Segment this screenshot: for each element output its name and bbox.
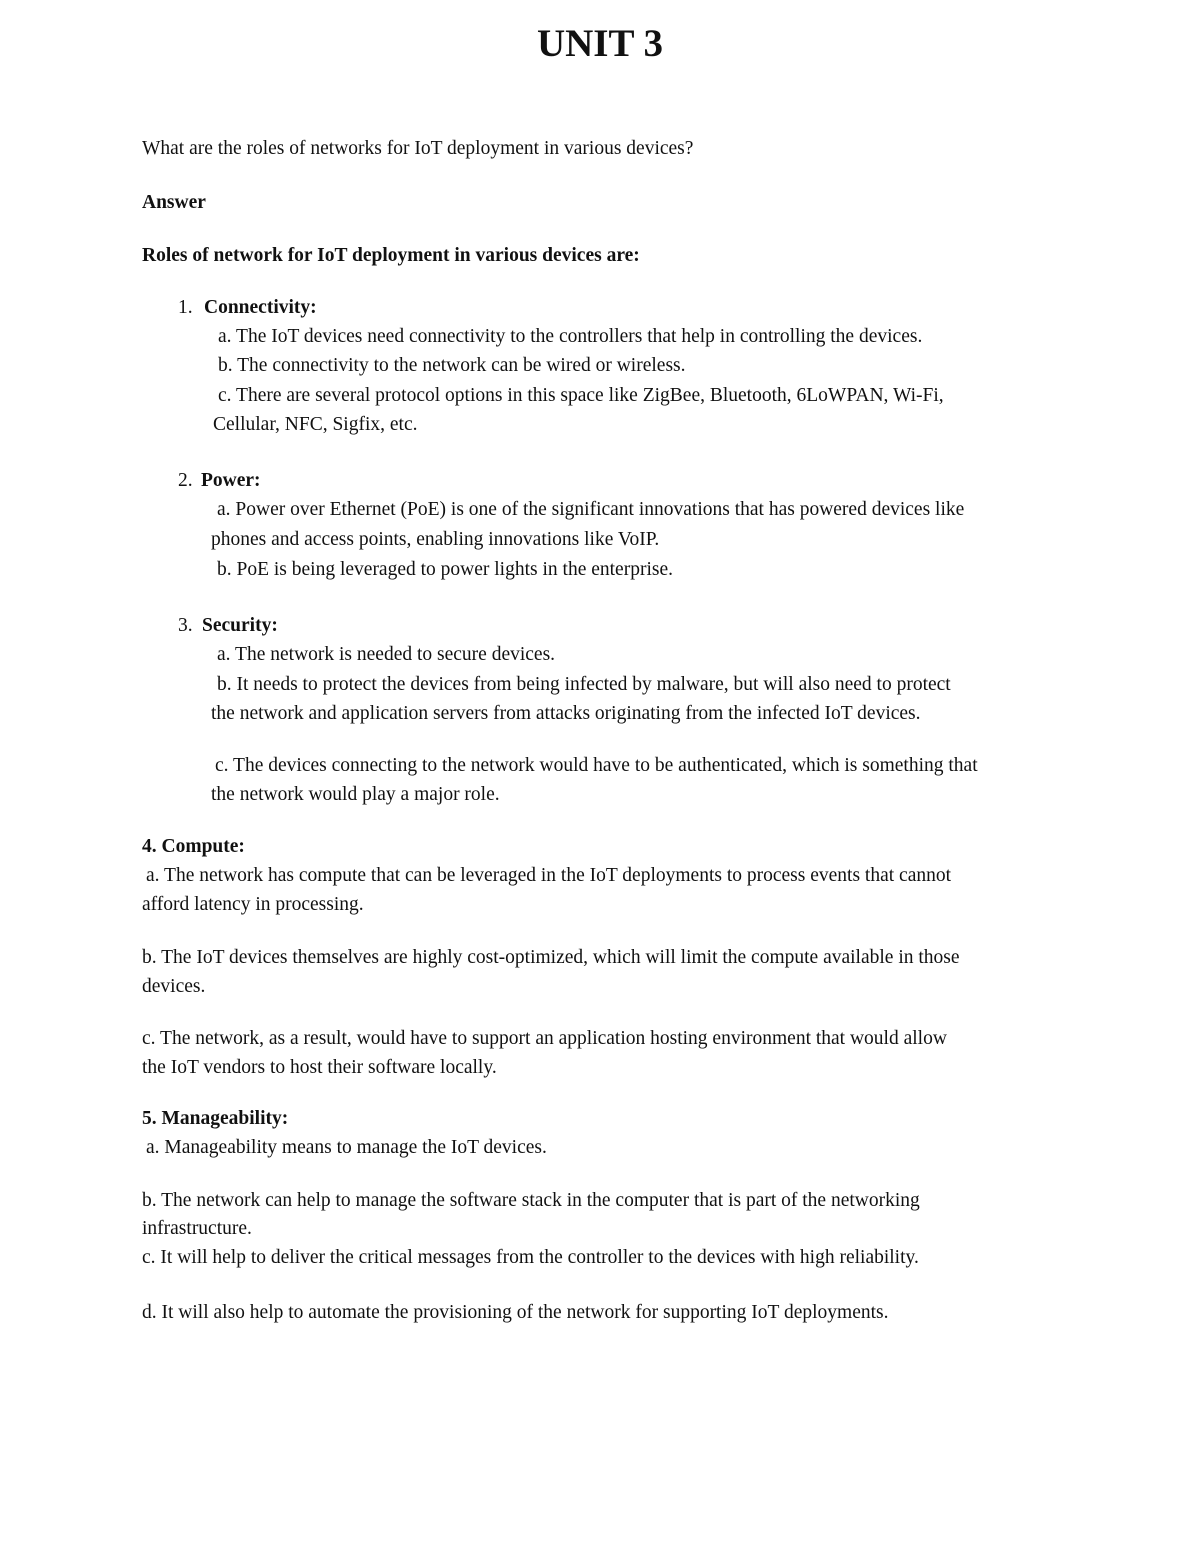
section-number: 3.: [178, 615, 193, 636]
question-text: What are the roles of networks for IoT deployment in various devices?: [142, 138, 694, 159]
list-item: b. The network can help to manage the software stack in the computer that is part of the networking: [142, 1190, 920, 1211]
list-item: c. The devices connecting to the network would have to be authenticated, which is something that: [215, 755, 978, 776]
intro-heading: Roles of network for IoT deployment in various devices are:: [142, 245, 640, 266]
list-item: a. The IoT devices need connectivity to the controllers that help in controlling the devices.: [218, 326, 923, 347]
section-number: 2.: [178, 470, 193, 491]
list-item-continuation: devices.: [142, 976, 206, 997]
section-heading: Connectivity:: [204, 297, 317, 318]
list-item: b. It needs to protect the devices from being infected by malware, but will also need to protect: [217, 674, 951, 695]
list-item-continuation: Cellular, NFC, Sigfix, etc.: [213, 414, 418, 435]
list-item: a. Manageability means to manage the IoT devices.: [146, 1137, 547, 1158]
page-title: UNIT 3: [536, 22, 664, 65]
list-item: b. PoE is being leveraged to power lights in the enterprise.: [217, 559, 673, 580]
list-item: b. The connectivity to the network can be wired or wireless.: [218, 355, 686, 376]
list-item: d. It will also help to automate the provisioning of the network for supporting IoT deployments.: [142, 1302, 889, 1323]
section-heading: Security:: [202, 615, 278, 636]
section-heading: 4. Compute:: [142, 836, 245, 857]
section-heading: 5. Manageability:: [142, 1108, 289, 1129]
list-item-continuation: infrastructure.: [142, 1218, 252, 1239]
list-item: c. There are several protocol options in this space like ZigBee, Bluetooth, 6LoWPAN, Wi-Fi,: [218, 385, 944, 406]
list-item: b. The IoT devices themselves are highly cost-optimized, which will limit the compute available in those: [142, 947, 960, 968]
section-heading: Power:: [201, 470, 261, 491]
list-item-continuation: the IoT vendors to host their software locally.: [142, 1057, 497, 1078]
list-item: c. The network, as a result, would have to support an application hosting environment that would allow: [142, 1028, 947, 1049]
list-item-continuation: the network would play a major role.: [211, 784, 500, 805]
list-item: a. The network is needed to secure devices.: [217, 644, 556, 665]
list-item-continuation: afford latency in processing.: [142, 894, 364, 915]
section-number: 1.: [178, 297, 193, 318]
list-item: a. The network has compute that can be leveraged in the IoT deployments to process events that cannot: [146, 865, 952, 886]
list-item: a. Power over Ethernet (PoE) is one of the significant innovations that has powered devices like: [217, 499, 965, 520]
answer-label: Answer: [142, 192, 206, 213]
list-item-continuation: the network and application servers from attacks originating from the infected IoT devices.: [211, 703, 921, 724]
list-item-continuation: phones and access points, enabling innovations like VoIP.: [211, 529, 660, 550]
list-item: c. It will help to deliver the critical messages from the controller to the devices with high reliability.: [142, 1247, 919, 1268]
